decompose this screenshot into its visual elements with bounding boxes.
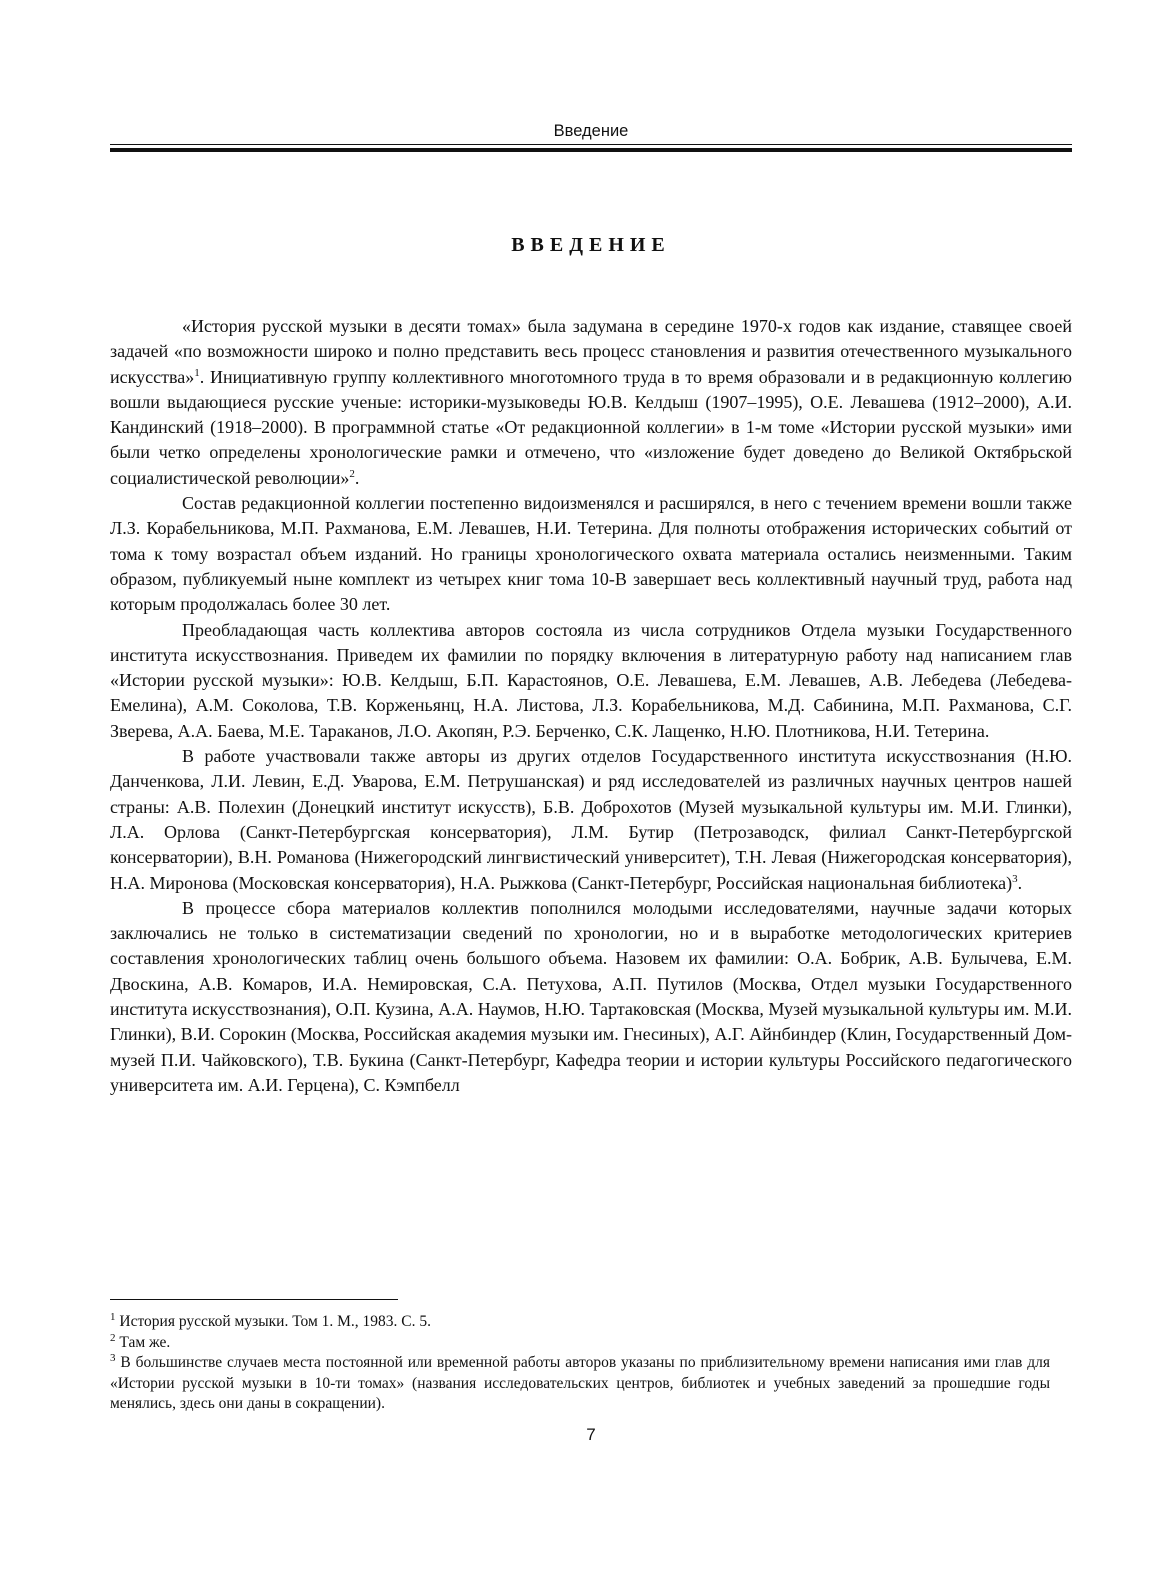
footnote-2 [110,1333,1050,1354]
header-rule-thick [110,148,1072,152]
paragraph-4-text-a: В работе участвовали также авторы из других отделов Государственного института искусствознания (Н.Ю. Данченкова, Л.И. Левин, Е.Д. Уварова, Е.М. Петрушанская) и ряд исследователей из различных научных центров нашей страны: А.В. Полехин (Донецкий институт искусств), Б.В. Доброхотов (Музей музыкальной культуры им. М.И. Глинки), Л.А. Орлова (Санкт-Петербургская консерватория), Л.М. Бутир (Петрозаводск, филиал Санкт-Петербургской консерватории), В.Н. Романова (Нижегородский лингвистический университет), Т.Н. Левая (Нижегородская консерватория), Н.А. Миронова (Московская консерватория), Н.А. Рыжкова (Санкт-Петербург, Российская национальная библиотека) [110,746,1072,893]
footnote-ref-2: 2 [349,467,355,480]
paragraph-1-text-c: . [354,467,360,488]
footnotes [110,1312,1050,1415]
footnote-1-text: История русской музыки. Том 1. М., 1983. С. 5. [119,1313,432,1330]
body-text [110,314,1072,1098]
running-header: Введение [553,122,629,140]
paragraph-1 [110,314,1072,491]
footnote-3 [110,1353,1050,1415]
paragraph-1-text-b: . Инициативную группу коллективного многотомного труда в то время образовали и в редакционную коллегию вошли выдающиеся русские ученые: историки-музыковеды Ю.В. Келдыш (1907–1995), О.Е. Левашева (1912–2000), А.И. Кандинский (1918–2000). В программной статье «От редакционной коллегии» в 1-м томе «Истории русской музыки» ими были четко определены хронологические рамки и отмечено, что «изложение будет доведено до Великой Октябрьской социалистической революции» [110,366,1072,488]
footnote-3-text: В большинстве случаев места постоянной или временной работы авторов указаны по приблизительному времени написания ими глав для «Истории русской музыки в 10-ти томах» (названия исследовательских центров, библиотек и учебных заведений за прошедшие годы менялись, здесь они даны в сокращении). [110,1354,1050,1412]
footnote-1-number: 1 [110,1310,116,1323]
paragraph-3: Преобладающая часть коллектива авторов состояла из числа сотрудников Отдела музыки Государственного института искусствознания. Приведем их фамилии по порядку включения в литературную работу над написанием глав «Истории русской музыки»: Ю.В. Келдыш, Б.П. Карастоянов, О.Е. Левашева, Е.М. Левашев, А.В. Лебедева (Лебедева-Емелина), А.М. Соколова, Т.В. Корженьянц, Н.А. Листова, Л.З. Корабельникова, М.Д. Сабинина, М.П. Рахманова, С.Г. Зверева, А.А. Баева, М.Е. Тараканов, Л.О. Акопян, Р.Э. Берченко, С.К. Лащенко, Н.Ю. Плотникова, Н.И. Тетерина. [110,619,1072,741]
footnote-1 [110,1312,1050,1333]
paragraph-4 [110,744,1072,896]
footnote-2-text: Там же. [119,1333,171,1351]
page-number: 7 [586,1425,596,1444]
paragraph-2: Состав редакционной коллегии постепенно видоизменялся и расширялся, в него с течением времени вошли также Л.З. Корабельникова, М.П. Рахманова, Е.М. Левашев, Н.И. Тетерина. Для полноты отображения исторических событий от тома к тому возрастал объем изданий. Но границы хронологического охвата материала остались неизменными. Таким образом, публикуемый ныне комплект из четырех книг тома 10-В завершает весь коллективный научный труд, работа над которым продолжалась более 30 лет. [110,493,1072,615]
footnote-ref-1: 1 [194,366,200,379]
paragraph-1-text-a: «История русской музыки в десяти томах» была задумана в середине 1970-х годов как издание, ставящее своей задачей «по возможности широко и полно представить весь процесс становления и развития отечественного музыкального искусства» [110,316,1072,387]
chapter-title: ВВЕДЕНИЕ [511,234,671,256]
paragraph-4-text-b: . [1017,872,1023,893]
footnote-3-number: 3 [110,1351,116,1364]
header-rule-thin [110,144,1072,145]
footnote-2-number: 2 [110,1331,116,1344]
footnote-separator [110,1299,398,1300]
paragraph-5: В процессе сбора материалов коллектив пополнился молодыми исследователями, научные задачи которых заключались не только в систематизации сведений по хронологии, но и в выработке методологических критериев составления хронологических таблиц очень большого объема. Назовем их фамилии: О.А. Бобрик, А.В. Булычева, Е.М. Двоскина, А.В. Комаров, И.А. Немировская, С.А. Петухова, А.П. Путилов (Москва, Отдел музыки Государственного института искусствознания), О.П. Кузина, А.А. Наумов, Н.Ю. Тартаковская (Москва, Музей музыкальной культуры им. М.И. Глинки), В.И. Сорокин (Москва, Российская академия музыки им. Гнесиных), А.Г. Айнбиндер (Клин, Государственный Дом-музей П.И. Чайковского), Т.В. Букина (Санкт-Петербург, Кафедра теории и истории культуры Российского педагогического университета им. А.И. Герцена), С. Кэмпбелл [110,897,1072,1095]
footnote-ref-3: 3 [1012,872,1018,885]
